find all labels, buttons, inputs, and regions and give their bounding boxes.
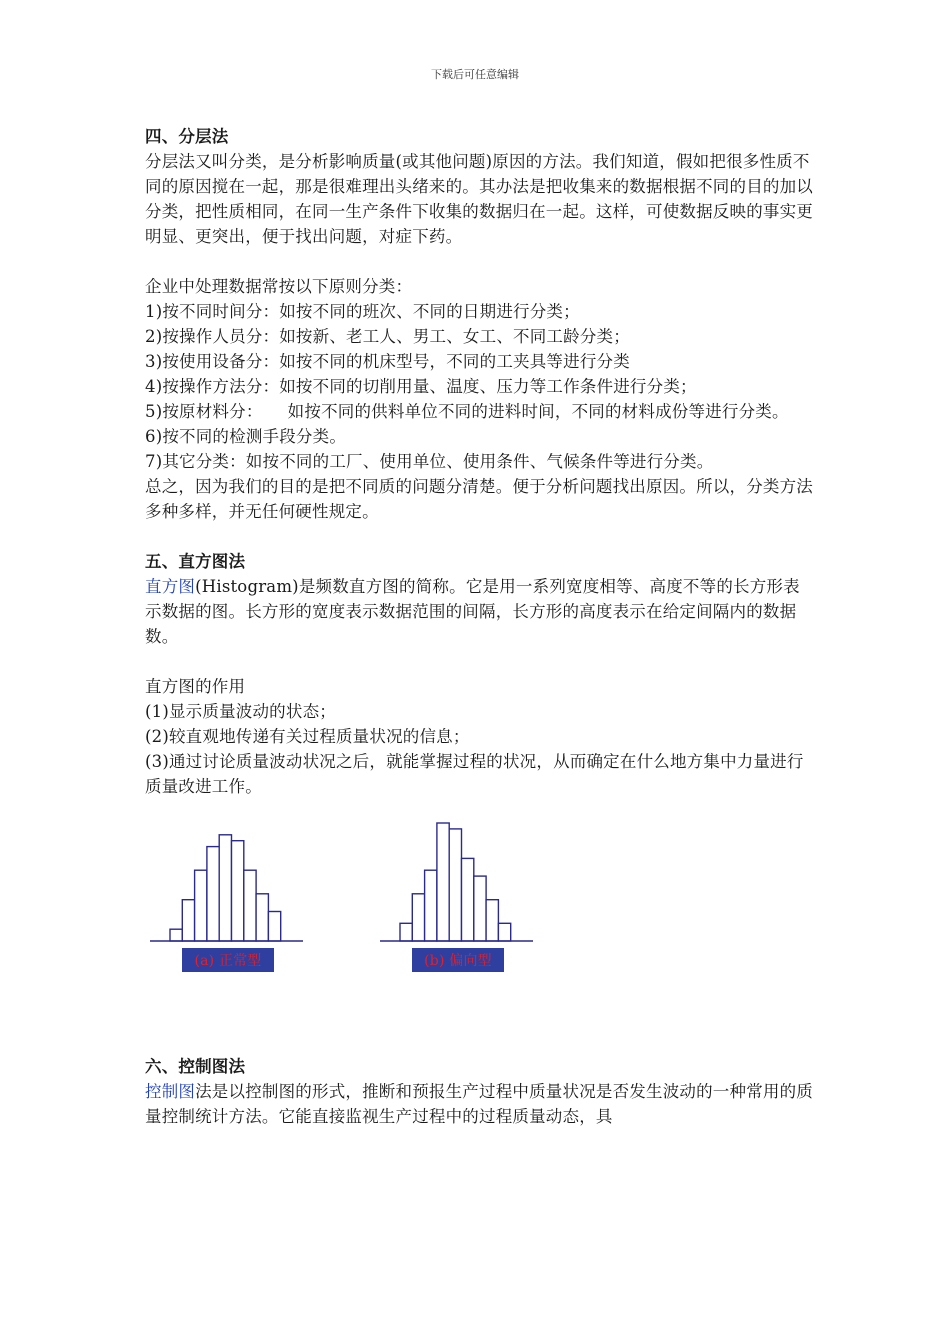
histogram-normal: [145, 811, 310, 1011]
principle-item: 4)按操作方法分：如按不同的切削用量、温度、压力等工作条件进行分类；: [145, 377, 697, 396]
histogram-bar: [207, 847, 219, 941]
histogram-bar: [437, 823, 449, 941]
histogram-bar: [449, 829, 461, 941]
principle-item: 7)其它分类：如按不同的工厂、使用单位、使用条件、气候条件等进行分类。: [145, 452, 714, 471]
principle-item: 2)按操作人员分：如按新、老工人、男工、女工、不同工龄分类；: [145, 327, 630, 346]
histogram-bar: [268, 912, 280, 942]
histogram-bar: [170, 929, 182, 941]
use-item: (2)较直观地传递有关过程质量状况的信息；: [145, 727, 470, 746]
histogram-normal-svg: [145, 811, 310, 1011]
histogram-label: (a) 正常型: [194, 953, 262, 969]
principles-lead: 企业中处理数据常按以下原则分类：: [145, 277, 413, 296]
histogram-bar: [498, 923, 510, 941]
principle-item: 3)按使用设备分：如按不同的机床型号，不同的工夹具等进行分类: [145, 352, 630, 371]
histogram-skewed-svg: [375, 811, 540, 1011]
page-header: 下载后可任意编辑: [431, 68, 519, 81]
document-body: [145, 124, 815, 1129]
histogram-bar: [244, 870, 256, 941]
histogram-skewed: [375, 811, 540, 1011]
use-item: (3)通过讨论质量波动状况之后，就能掌握过程的状况，从而确定在什么地方集中力量进行质量改进工作。: [145, 752, 804, 796]
section-4-intro: 分层法又叫分类，是分析影响质量(或其他问题)原因的方法。我们知道，假如把很多性质不同的原因搅在一起，那是很难理出头绪来的。其办法是把收集来的数据根据不同的目的加以分类，把性质相同，在同一生产条件下收集的数据归在一起。这样，可使数据反映的事实更明显、更突出，便于找出问题，对症下药。: [145, 152, 813, 246]
histogram-bar: [412, 894, 424, 941]
histogram-figure: [145, 811, 815, 1026]
histogram-link[interactable]: 直方图: [145, 577, 196, 596]
principle-item: 1)按不同时间分：如按不同的班次、不同的日期进行分类；: [145, 302, 580, 321]
histogram-label: (b) 偏向型: [424, 953, 492, 969]
histogram-bar: [232, 841, 244, 941]
histogram-bar: [256, 894, 268, 941]
section-5-intro: 直方图(Histogram)是频数直方图的简称。它是用一系列宽度相等、高度不等的长方形表示数据的图。长方形的宽度表示数据范围的间隔，长方形的高度表示在给定间隔内的数据数。: [145, 577, 800, 646]
section-6-title: 六、控制图法: [145, 1057, 246, 1076]
section-4-title: 四、分层法: [145, 127, 229, 146]
section-4-summary: 总之，因为我们的目的是把不同质的问题分清楚。便于分析问题找出原因。所以，分类方法多种多样，并无任何硬性规定。: [145, 477, 813, 521]
use-item: (1)显示质量波动的状态；: [145, 702, 336, 721]
histogram-bar: [425, 870, 437, 941]
histogram-bar: [400, 923, 412, 941]
principle-item: 6)按不同的检测手段分类。: [145, 427, 347, 446]
section-6-intro: 控制图法是以控制图的形式，推断和预报生产过程中质量状况是否发生波动的一种常用的质量控制统计方法。它能直接监视生产过程中的过程质量动态，具: [145, 1082, 814, 1126]
control-chart-link[interactable]: 控制图: [145, 1082, 196, 1101]
section-5-title: 五、直方图法: [145, 552, 246, 571]
histogram-bar: [474, 876, 486, 941]
histogram-bar: [486, 900, 498, 941]
principle-item: 5)按原材料分： 如按不同的供料单位不同的进料时间，不同的材料成份等进行分类。: [145, 402, 789, 421]
histogram-bar: [182, 900, 194, 941]
histogram-bar: [195, 870, 207, 941]
histogram-bar: [462, 858, 474, 941]
uses-title: 直方图的作用: [145, 677, 246, 696]
histogram-bar: [219, 835, 231, 941]
